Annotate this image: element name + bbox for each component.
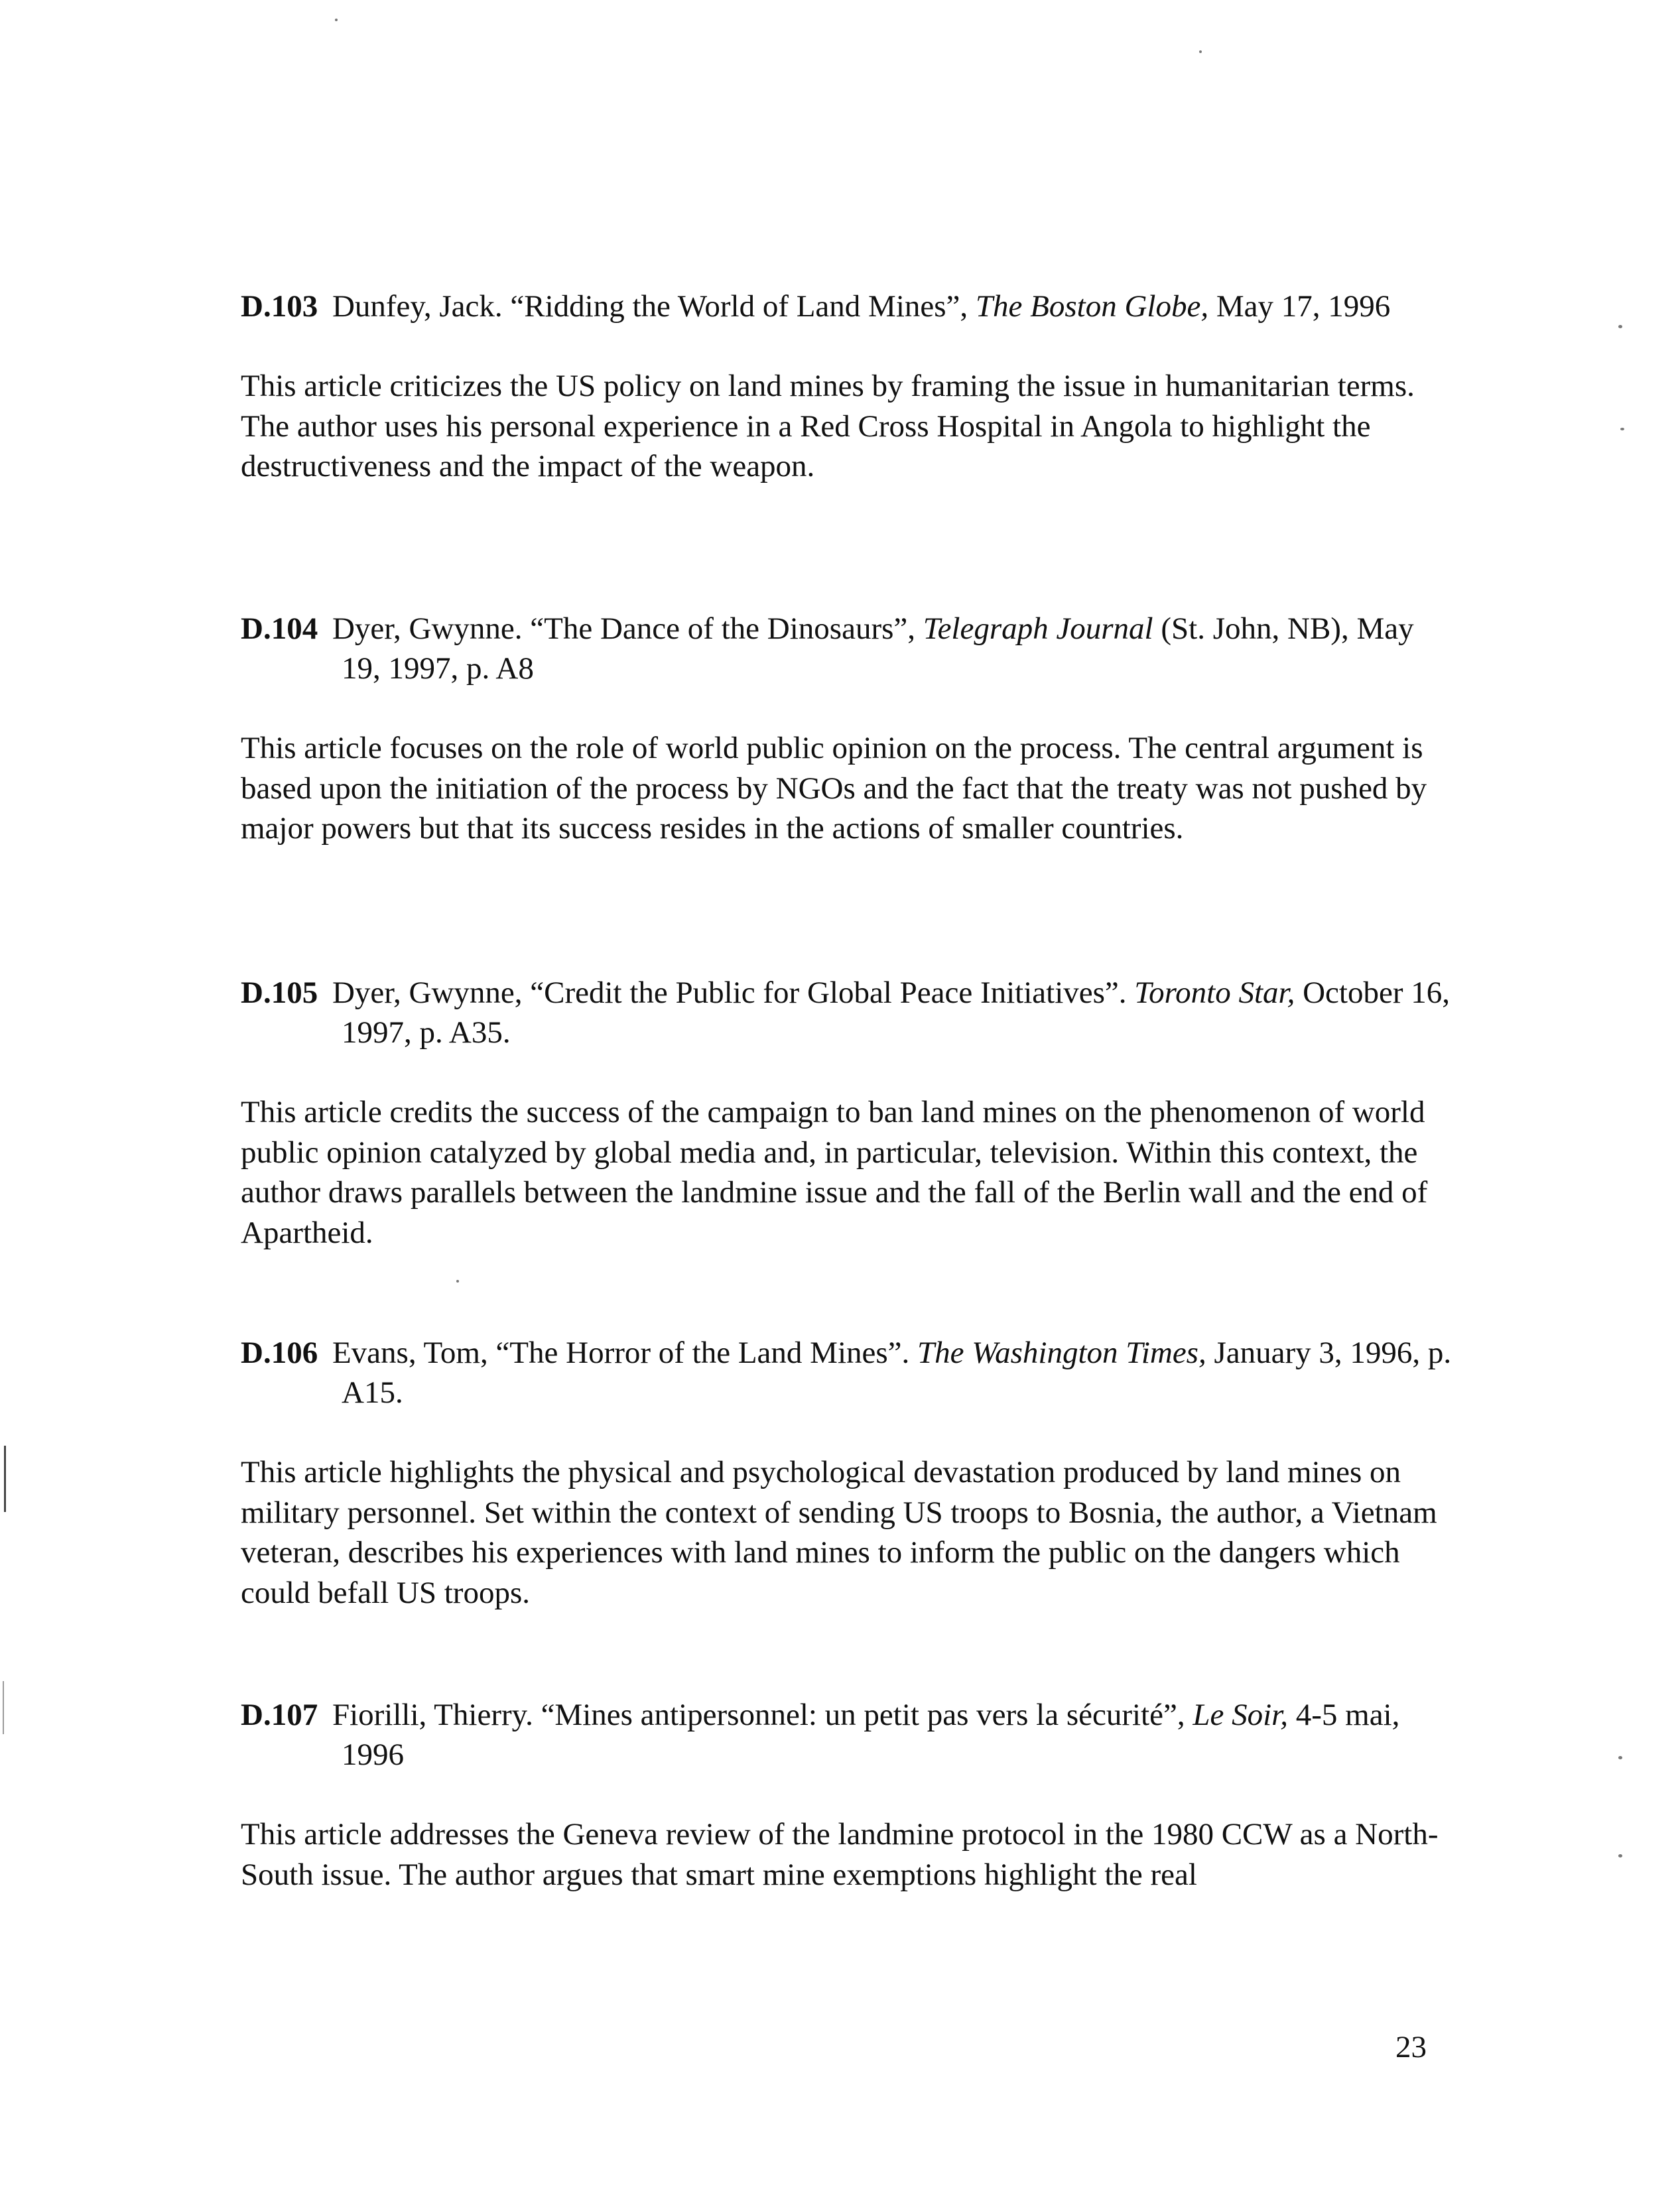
citation-date: May 17, 1996 — [1216, 289, 1391, 324]
journal-title: Telegraph Journal — [923, 611, 1153, 646]
entry-citation — [241, 973, 1454, 1052]
citation-text: Fiorilli, Thierry. “Mines antipersonnel: un petit pas vers la sécurité”, — [332, 1698, 1185, 1732]
entry-id: D.106 — [241, 1336, 318, 1370]
entry-id: D.103 — [241, 289, 318, 324]
citation-text: Dyer, Gwynne. “The Dance of the Dinosaurs”, — [332, 611, 915, 646]
citation-date: 4-5 mai, 1996 — [342, 1698, 1400, 1772]
entry-abstract: This article focuses on the role of world public opinion on the process. The central argument is based upon the initiation of the process by NGOs and the fact that the treaty was not pushed by major powers but that its success resides in the actions of smaller countries. — [241, 731, 1427, 846]
bibliography-entry — [241, 609, 1454, 849]
journal-title: Le Soir, — [1193, 1698, 1288, 1732]
entry-citation — [241, 1333, 1454, 1413]
entry-abstract: This article addresses the Geneva review of the landmine protocol in the 1980 CCW as a North-South issue. The author argues that smart mine exemptions highlight the real — [241, 1817, 1439, 1892]
bibliography-entry — [241, 1333, 1454, 1613]
citation-date: January 3, 1996, p. A15. — [342, 1336, 1452, 1410]
bibliography-entry — [241, 1695, 1454, 1895]
journal-title: The Boston Globe, — [975, 289, 1209, 324]
bibliography-entry — [241, 973, 1454, 1253]
citation-text: Evans, Tom, “The Horror of the Land Mines”. — [332, 1336, 910, 1370]
citation-text: Dunfey, Jack. “Ridding the World of Land Mines”, — [332, 289, 968, 324]
scan-speck — [1620, 428, 1624, 430]
bibliography-entry — [241, 286, 1454, 487]
entry-abstract: This article highlights the physical and psychological devastation produced by land mines on military personnel. Set within the context of sending US troops to Bosnia, the author, a Vietnam veteran, describes his experiences with land mines to inform the public on the dangers which could befall US troops. — [241, 1455, 1437, 1610]
entry-id: D.107 — [241, 1698, 318, 1732]
page-number: 23 — [1395, 2030, 1427, 2064]
scan-speck — [1618, 1756, 1622, 1759]
entry-abstract: This article credits the success of the campaign to ban land mines on the phenomenon of world public opinion catalyzed by global media and, in particular, television. Within this context, the author draws parallels between the landmine issue and the fall of the Berlin wall and the end of Apartheid. — [241, 1095, 1428, 1250]
scan-speck — [1618, 325, 1622, 328]
entry-abstract: This article criticizes the US policy on land mines by framing the issue in humanitarian terms. The author uses his personal experience in a Red Cross Hospital in Angola to highlight the destructiveness and the impact of the weapon. — [241, 369, 1415, 483]
entry-id: D.104 — [241, 611, 318, 646]
scan-speck — [456, 1280, 459, 1283]
citation-text: Dyer, Gwynne, “Credit the Public for Global Peace Initiatives”. — [332, 976, 1127, 1010]
citation-date: (St. John, NB), May 19, 1997, p. A8 — [342, 611, 1414, 686]
journal-title: The Washington Times, — [917, 1336, 1206, 1370]
scan-speck — [335, 19, 338, 21]
scan-edge-mark — [3, 1681, 4, 1734]
entry-citation — [241, 286, 1454, 326]
journal-title: Toronto Star, — [1134, 976, 1295, 1010]
citation-date: October 16, 1997, p. A35. — [342, 976, 1450, 1050]
scan-speck — [1618, 1854, 1622, 1858]
scan-speck — [1199, 50, 1202, 53]
entry-id: D.105 — [241, 976, 318, 1010]
entry-citation — [241, 1695, 1454, 1775]
entry-citation — [241, 609, 1454, 688]
scan-edge-mark — [4, 1446, 6, 1512]
